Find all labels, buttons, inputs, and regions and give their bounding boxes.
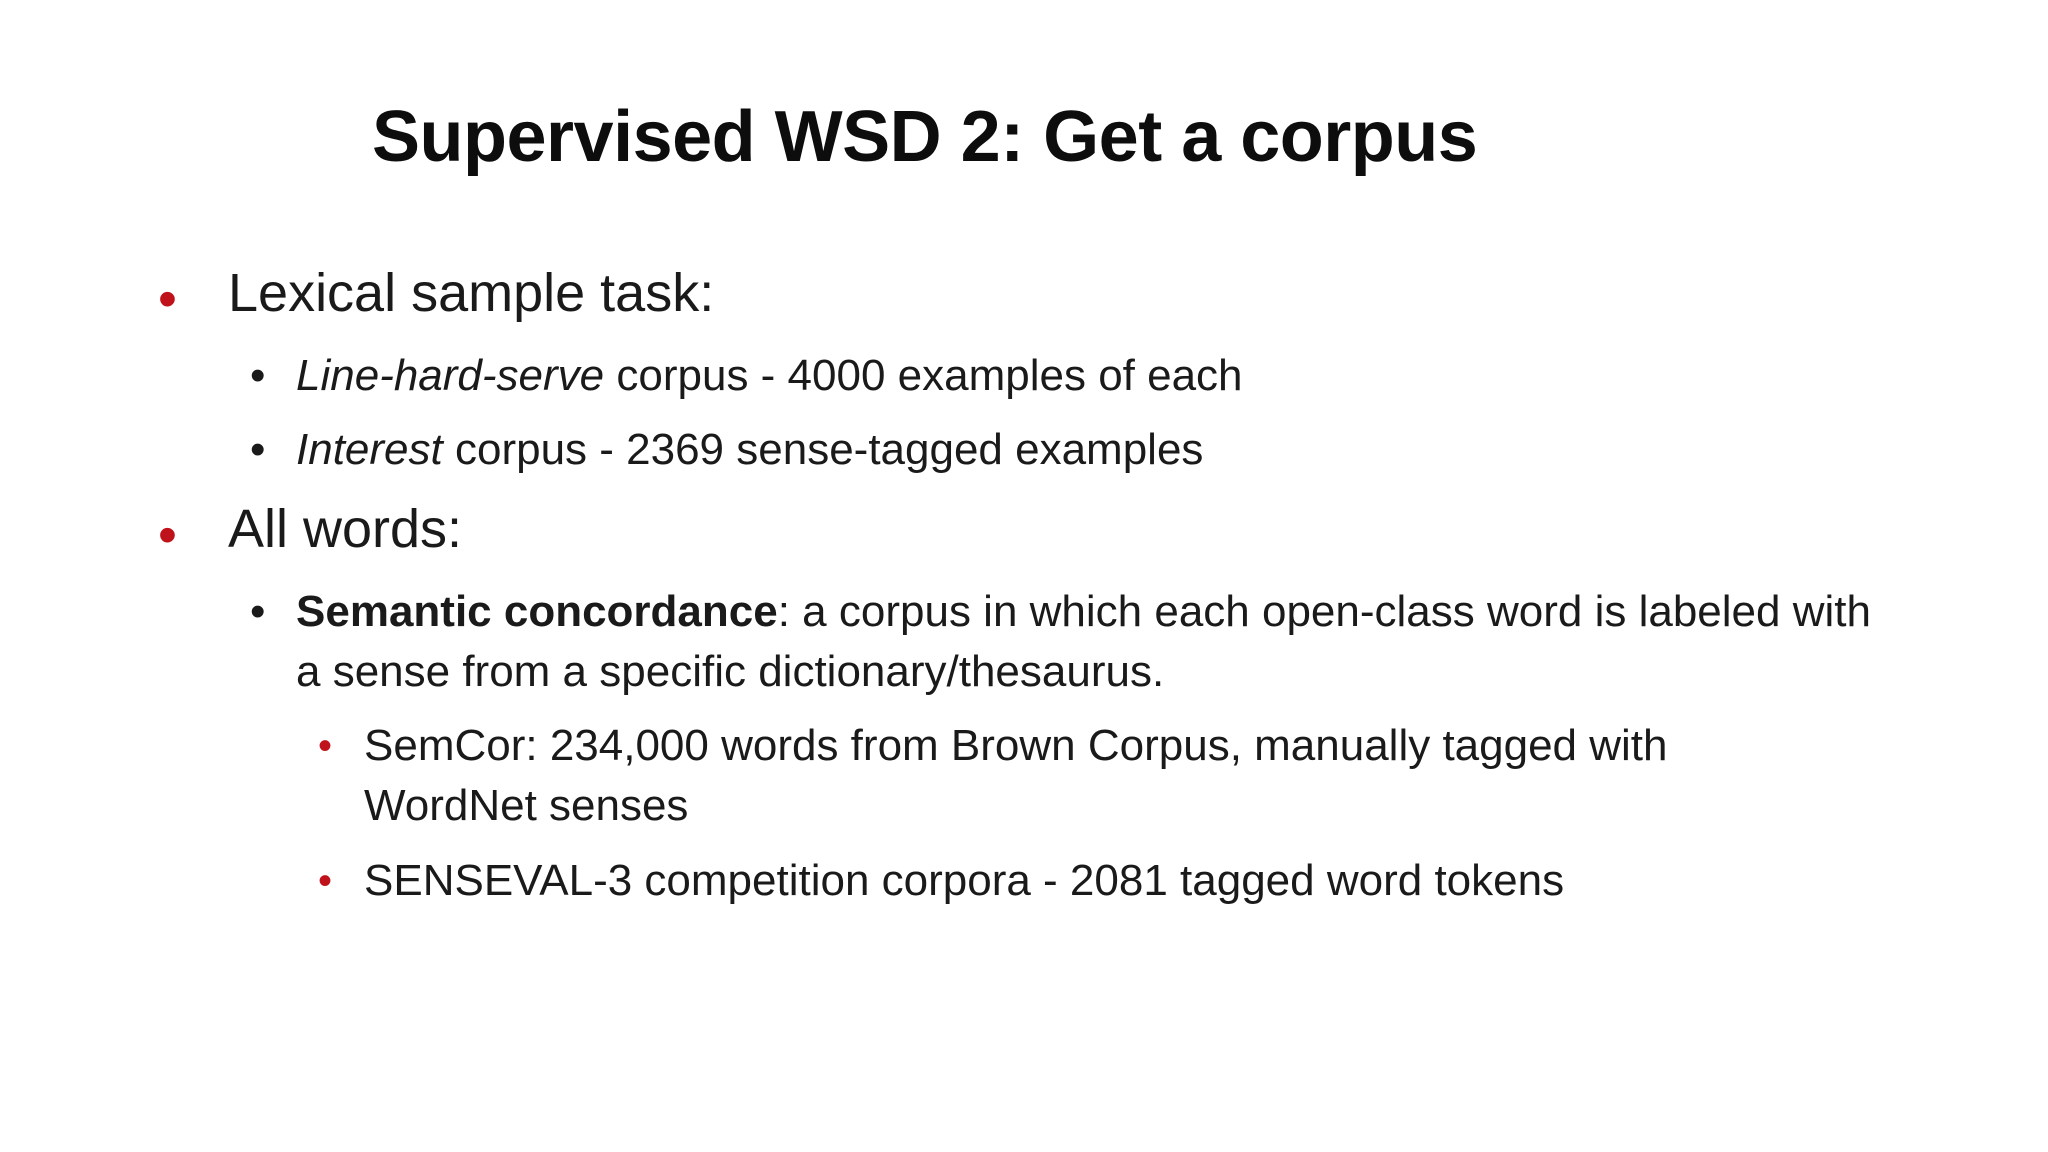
corpus-name: Interest [296,425,443,474]
sub-bullet-semantic-concordance [250,582,1876,702]
slide-title: Supervised WSD 2: Get a corpus [372,97,1478,177]
bullet-icon: • [250,351,266,400]
sub-sub-bullet-text: SENSEVAL-3 competition corpora - 2081 tagged word tokens [364,856,1565,905]
corpus-name: Line-hard-serve [296,351,605,400]
bullet-icon: • [158,269,177,329]
sub-sub-bullet-senseval [318,851,1824,911]
sub-bullet-line-hard-serve [250,346,1856,406]
sub-sub-bullet-text: SemCor: 234,000 words from Brown Corpus, manually tagged with WordNet senses [364,721,1668,830]
corpus-description: corpus - 4000 examples of each [604,351,1243,400]
sub-sub-bullet-semcor [318,716,1784,836]
bullet-icon: • [250,587,266,636]
bullet-icon: • [158,505,177,565]
bullet-icon: • [318,724,333,768]
corpus-description: corpus - 2369 sense-tagged examples [442,425,1204,474]
term-definition: : a corpus in which each open-class word is labeled with a sense from a specific dictionary/thesaurus. [296,587,1871,696]
sub-bullet-interest [250,420,1856,480]
bullet-item-lexical-sample [158,262,715,329]
bullet-icon: • [318,859,333,903]
bullet-label: All words: [228,499,463,559]
term-name: Semantic concordance [296,587,778,636]
bullet-item-all-words [158,498,463,565]
bullet-label: Lexical sample task: [228,263,715,323]
bullet-icon: • [250,425,266,474]
